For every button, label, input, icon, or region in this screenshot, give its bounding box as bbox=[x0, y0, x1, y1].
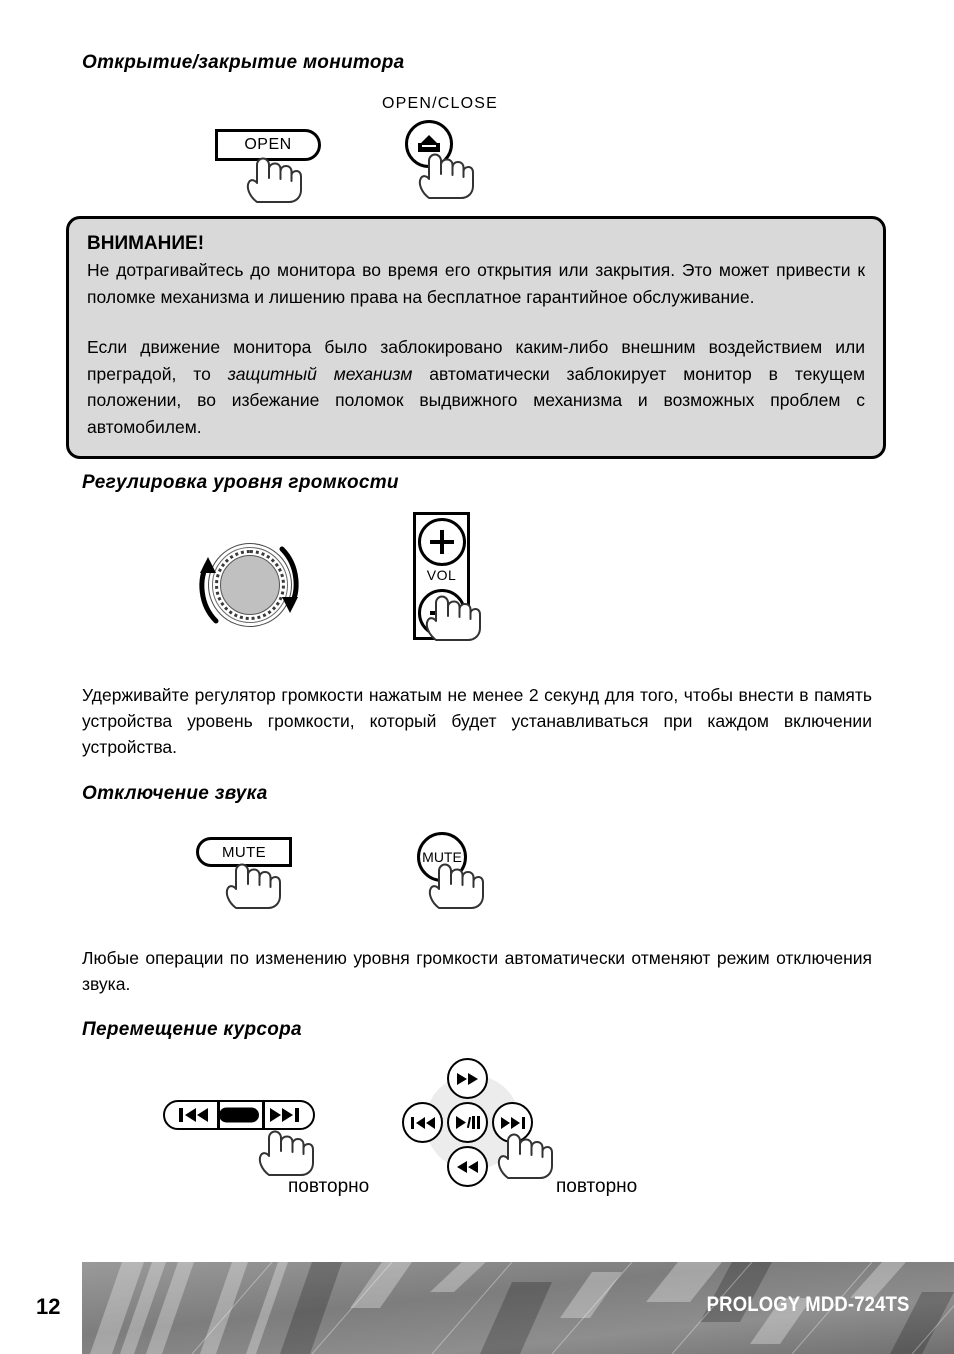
hand-cursor-icon bbox=[222, 858, 284, 915]
open-button-label: OPEN bbox=[244, 136, 292, 153]
volume-paragraph: Удерживайте регулятор громкости нажатым не менее 2 секунд для того, чтобы внести в память устройства уровень громкости, который будет устанавливаться при каждом включении устройства. bbox=[82, 685, 872, 757]
warning-paragraph-2-emphasis: защитный механизм bbox=[227, 363, 413, 384]
hand-cursor-icon bbox=[243, 152, 305, 209]
heading-cursor-movement: Перемещение курсора bbox=[82, 1019, 302, 1040]
heading-volume-control: Регулировка уровня громкости bbox=[82, 472, 399, 493]
hand-cursor-icon bbox=[425, 858, 487, 915]
repeat-label-left: повторно bbox=[288, 1176, 370, 1197]
volume-up-button[interactable] bbox=[418, 518, 466, 566]
volume-knob-figure bbox=[186, 521, 314, 649]
next-track-icon bbox=[501, 1117, 525, 1129]
mute-round-button-label: MUTE bbox=[422, 849, 462, 865]
warning-paragraph-1: Не дотрагивайтесь до монитора во время его открытия или закрытия. Это может привести к поломке механизма и лишению права на бесплатное гарантийное обслуживание. bbox=[87, 260, 865, 307]
knob-rotation-arrows-icon bbox=[186, 521, 314, 649]
transport-center-oval[interactable] bbox=[219, 1108, 259, 1123]
warning-box bbox=[66, 216, 886, 459]
prev-track-icon[interactable] bbox=[179, 1107, 209, 1123]
hand-cursor-icon bbox=[255, 1125, 317, 1182]
repeat-label-right: повторно bbox=[556, 1176, 638, 1197]
fast-forward-icon bbox=[457, 1073, 479, 1085]
heading-monitor-open-close: Открытие/закрытие монитора bbox=[82, 52, 405, 73]
page-number: 12 bbox=[36, 1294, 61, 1319]
mute-paragraph: Любые операции по изменению уровня громкости автоматически отменяют режим отключения звука. bbox=[82, 948, 872, 994]
warning-paragraph-2 bbox=[87, 334, 865, 440]
dpad-rewind-button[interactable] bbox=[447, 1146, 488, 1187]
hand-cursor-icon bbox=[422, 590, 484, 647]
warning-paragraph-2-part1: Если движение монитора было заблокировано каким-либо внешним воздействием или преградой, то bbox=[87, 337, 865, 384]
hand-cursor-icon bbox=[494, 1128, 556, 1185]
rewind-icon bbox=[457, 1161, 479, 1173]
hand-cursor-icon bbox=[415, 148, 477, 205]
prev-track-icon bbox=[411, 1117, 435, 1129]
open-close-label: OPEN/CLOSE bbox=[382, 95, 499, 112]
mute-button-label: MUTE bbox=[221, 843, 267, 861]
volume-label: VOL bbox=[426, 567, 457, 583]
dpad-play-pause-button[interactable] bbox=[447, 1102, 488, 1143]
plus-icon-vertical bbox=[440, 530, 444, 554]
heading-mute: Отключение звука bbox=[82, 783, 268, 804]
footer-product-title: PROLOGY MDD-724TS bbox=[707, 1293, 910, 1316]
dpad-prev-button[interactable] bbox=[402, 1102, 443, 1143]
play-pause-icon bbox=[455, 1116, 481, 1129]
warning-paragraph-2-part2: автоматически заблокирует монитор в текущем положении, во избежание поломок выдвижного механизма и возможных проблем с автомобилем. bbox=[87, 363, 865, 437]
dpad-fast-forward-button[interactable] bbox=[447, 1058, 488, 1099]
warning-title: ВНИМАНИЕ! bbox=[87, 233, 205, 254]
next-track-icon[interactable] bbox=[269, 1107, 299, 1123]
